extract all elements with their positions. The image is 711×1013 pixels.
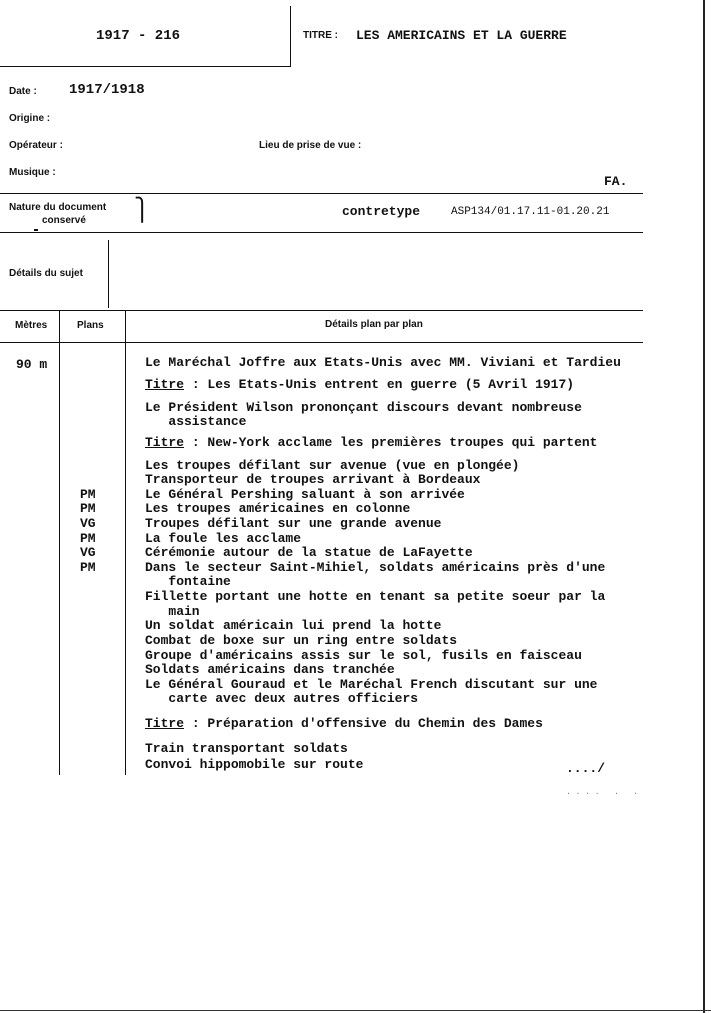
detail-text: Train transportant soldats (145, 741, 348, 756)
detail-row (145, 691, 418, 706)
musique-label: Musique : (9, 167, 56, 178)
detail-row (145, 716, 543, 731)
nature-brace: ⎫ (134, 198, 151, 223)
detail-text: Fillette portant une hotte en tenant sa petite soeur par la (145, 589, 606, 604)
header-box-right-line (290, 6, 291, 67)
detail-text: Le Général Pershing saluant à son arrivée (145, 487, 465, 502)
plan-code: PM (80, 501, 96, 516)
detail-row (145, 516, 441, 531)
column-divider-2 (125, 310, 126, 775)
detail-row (145, 618, 441, 633)
detail-row (145, 604, 200, 619)
detail-text: Les troupes américaines en colonne (145, 501, 411, 516)
detail-row (145, 458, 519, 473)
separator-line (0, 193, 643, 194)
detail-row (145, 648, 582, 663)
page-edge-right (703, 0, 705, 1013)
faint-marks: . . . . . . (566, 788, 639, 797)
detail-text: assistance (145, 414, 247, 429)
detail-text: fontaine (145, 574, 231, 589)
plan-code: PM (80, 531, 96, 546)
detail-text: Combat de boxe sur un ring entre soldats (145, 633, 458, 648)
detail-row (145, 757, 363, 772)
titre-prefix: Titre (145, 435, 185, 450)
detail-row (145, 589, 605, 604)
table-top-line (0, 310, 643, 311)
detail-text: : New-York acclame les premières troupes qui partent (184, 435, 598, 450)
operateur-label: Opérateur : (9, 140, 63, 151)
reference-number: 1917 - 216 (96, 28, 181, 44)
detail-text: Le Général Gouraud et le Maréchal French discutant sur une (145, 677, 598, 692)
titre-prefix: Titre (145, 377, 185, 392)
column-divider-1 (59, 310, 60, 775)
nature-label-line2: conservé (42, 215, 86, 226)
details-sujet-label: Détails du sujet (9, 268, 83, 279)
titre-label: TITRE : (303, 30, 338, 41)
detail-text: : Les Etats-Unis entrent en guerre (5 Avril 1917) (184, 377, 575, 392)
date-label: Date : (9, 86, 37, 97)
nature-label: Nature du document (9, 202, 107, 213)
detail-text: Cérémonie autour de la statue de LaFayette (145, 545, 473, 560)
detail-text: Soldats américains dans tranchée (145, 662, 395, 677)
detail-text: Les troupes défilant sur avenue (vue en plongée) (145, 458, 520, 473)
detail-row (145, 531, 301, 546)
detail-row (145, 501, 410, 516)
continuation-mark: ..../ (566, 761, 606, 776)
detail-text: Transporteur de troupes arrivant à Bordeaux (145, 472, 481, 487)
col-plans-header: Plans (77, 320, 104, 331)
plan-code: PM (80, 560, 96, 575)
detail-text: : Préparation d'offensive du Chemin des Dames (184, 716, 543, 731)
detail-text: Convoi hippomobile sur route (145, 757, 364, 772)
detail-row (145, 377, 574, 392)
plan-code: PM (80, 487, 96, 502)
titre-value: LES AMERICAINS ET LA GUERRE (356, 28, 567, 43)
detail-text: Troupes défilant sur une grande avenue (145, 516, 442, 531)
detail-text: Un soldat américain lui prend la hotte (145, 618, 442, 633)
detail-text: Dans le secteur Saint-Mihiel, soldats américains près d'une (145, 560, 606, 575)
plan-code: VG (80, 545, 96, 560)
origine-label: Origine : (9, 113, 51, 124)
table-header-line (0, 342, 643, 343)
detail-row (145, 472, 480, 487)
titre-prefix: Titre (145, 716, 185, 731)
detail-text: carte avec deux autres officiers (145, 691, 419, 706)
detail-row (145, 677, 597, 692)
header-box-bottom-line (0, 66, 291, 67)
contretype-label: contretype (342, 204, 421, 219)
detail-text: main (145, 604, 200, 619)
date-value: 1917/1918 (69, 82, 145, 98)
separator-line-2 (0, 232, 643, 233)
detail-row (145, 545, 473, 560)
detail-row (145, 355, 621, 370)
contretype-code: ASP134/01.17.11-01.20.21 (451, 206, 610, 218)
page-edge-bottom (0, 1010, 711, 1011)
plan-code: VG (80, 516, 96, 531)
detail-text: Groupe d'américains assis sur le sol, fusils en faisceau (145, 648, 582, 663)
detail-text: Le Maréchal Joffre aux Etats-Unis avec MM. Viviani et Tardieu (145, 355, 621, 370)
detail-row (145, 741, 348, 756)
lieu-label: Lieu de prise de vue : (259, 140, 362, 151)
detail-row (145, 400, 582, 415)
detail-row (145, 662, 395, 677)
detail-text: Le Président Wilson prononçant discours devant nombreuse (145, 400, 582, 415)
col-metres-header: Mètres (15, 320, 48, 331)
nature-tick (34, 229, 38, 231)
col-details-header: Détails plan par plan (325, 319, 423, 330)
detail-row (145, 487, 465, 502)
detail-row (145, 414, 246, 429)
metres-value: 90 m (16, 357, 48, 372)
detail-row (145, 574, 231, 589)
details-sujet-bracket (108, 240, 109, 308)
detail-row (145, 435, 597, 450)
detail-row (145, 633, 457, 648)
detail-row (145, 560, 605, 575)
detail-text: La foule les acclame (145, 531, 302, 546)
fa-mark: FA. (604, 174, 628, 189)
